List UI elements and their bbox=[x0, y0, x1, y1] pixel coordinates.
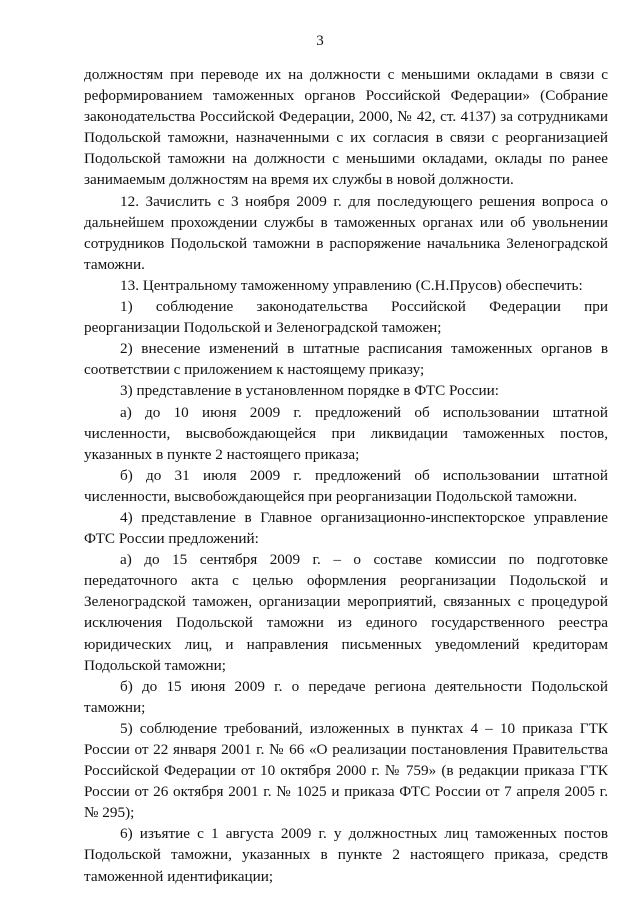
subitem-4-a: а) до 15 сентября 2009 г. – о составе комиссии по подготовке передаточного акта с целью оформления реорганизации Подольской и Зеленоградской таможен, организации мероприятий, связанных с процедурой исключения Подольской таможни из единого государственного реестра юридических лиц, и направления письменных уведомлений кредиторам Подольской таможни; bbox=[84, 551, 608, 674]
subitem-5: 5) соблюдение требований, изложенных в пунктах 4 – 10 приказа ГТК России от 22 января 2001 г. № 66 «О реализации постановления Правительства Российской Федерации от 10 октября 2000 г. № 759» (в редакции приказа ГТК России от 26 октября 2001 г. № 1025 и приказа ФТС России от 7 апреля 2005 г. № 295); bbox=[84, 719, 608, 822]
subitem-4: 4) представление в Главное организационно-инспекторское управление ФТС России предложений: bbox=[84, 508, 608, 548]
subitem-3-b: б) до 31 июля 2009 г. предложений об использовании штатной численности, высвобождающейся при реорганизации Подольской таможни. bbox=[84, 466, 608, 505]
subitem-6: 6) изъятие с 1 августа 2009 г. у должностных лиц таможенных постов Подольской таможни, указанных в пункте 2 настоящего приказа, средств таможенной идентификации; bbox=[84, 825, 608, 885]
subitem-3: 3) представление в установленном порядке в ФТС России: bbox=[120, 382, 500, 400]
paragraph-item-13: 13. Центральному таможенному управлению (С.Н.Прусов) обеспечить: bbox=[120, 276, 583, 294]
paragraph-item-12: 12. Зачислить с 3 ноября 2009 г. для последующего решения вопроса о дальнейшем прохождении службы в таможенных органах или об увольнении сотрудников Подольской таможни в распоряжение начальника Зеленоградской таможни. bbox=[84, 192, 608, 273]
subitem-1: 1) соблюдение законодательства Российской Федерации при реорганизации Подольской и Зеленоградской таможен; bbox=[84, 298, 608, 337]
document-body bbox=[84, 64, 608, 887]
subitem-2: 2) внесение изменений в штатные расписания таможенных органов в соответствии с приложением к настоящему приказу; bbox=[84, 340, 608, 379]
page-number: 3 bbox=[316, 33, 324, 49]
subitem-4-b: б) до 15 июня 2009 г. о передаче региона деятельности Подольской таможни; bbox=[84, 677, 608, 716]
subitem-3-a: а) до 10 июня 2009 г. предложений об использовании штатной численности, высвобождающейся при ликвидации таможенных постов, указанных в пункте 2 настоящего приказа; bbox=[84, 403, 608, 463]
paragraph-continuation: должностям при переводе их на должности с меньшими окладами в связи с реформированием таможенных органов Российской Федерации» (Собрание законодательства Российской Федерации, 2000, № 42, ст. 4137) за сотрудниками Подольской таможни, назначенными с их согласия в связи с реорганизацией Подольской таможни на должности с меньшими окладами, оклады по ранее занимаемым должностям на время их службы в новой должности. bbox=[84, 66, 608, 189]
